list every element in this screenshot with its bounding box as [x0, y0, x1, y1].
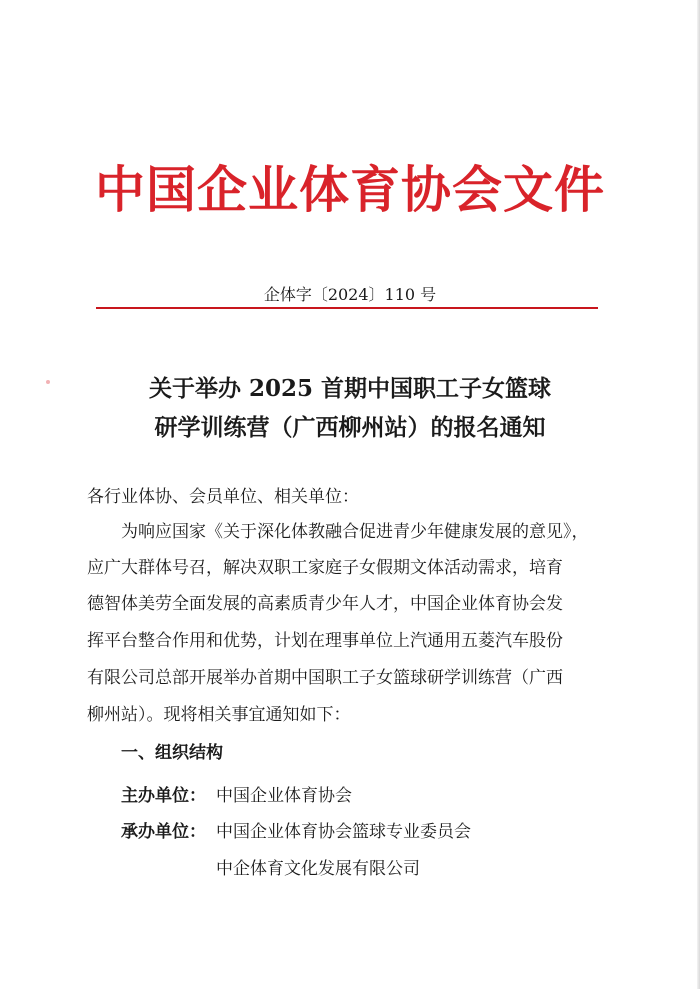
organizer-value: 中企体育文化发展有限公司 — [216, 859, 420, 879]
notice-title-line-2: 研学训练营（广西柳州站）的报名通知 — [154, 414, 546, 441]
organizer-label: 承办单位： — [121, 822, 206, 842]
salutation: 各行业体协、会员单位、相关单位： — [87, 487, 359, 507]
paragraph-line: 德智体美劳全面发展的高素质青少年人才，中国企业体育协会发 — [87, 594, 563, 614]
paragraph-line: 为响应国家《关于深化体教融合促进青少年健康发展的意见》， — [121, 522, 589, 542]
paragraph-line: 挥平台整合作用和优势，计划在理事单位上汽通用五菱汽车股份 — [87, 631, 563, 651]
document-number: 企体字〔2024〕110 号 — [263, 285, 437, 304]
paragraph-line: 应广大群体号召，解决双职工家庭子女假期文体活动需求，培育 — [87, 558, 563, 578]
document-header-title: 中国企业体育协会文件 — [95, 160, 605, 219]
host-value: 中国企业体育协会 — [216, 786, 352, 806]
host-label: 主办单位： — [121, 786, 206, 806]
section-heading: 一、组织结构 — [121, 743, 223, 763]
header-red-divider — [96, 307, 598, 309]
organizer-value: 中国企业体育协会篮球专业委员会 — [216, 822, 471, 842]
notice-title-line-1: 关于举办 2025 首期中国职工子女篮球 — [148, 375, 552, 402]
paragraph-line: 有限公司总部开展举办首期中国职工子女篮球研学训练营（广西 — [87, 668, 563, 688]
paragraph-line: 柳州站）。现将相关事宜通知如下： — [87, 705, 351, 725]
